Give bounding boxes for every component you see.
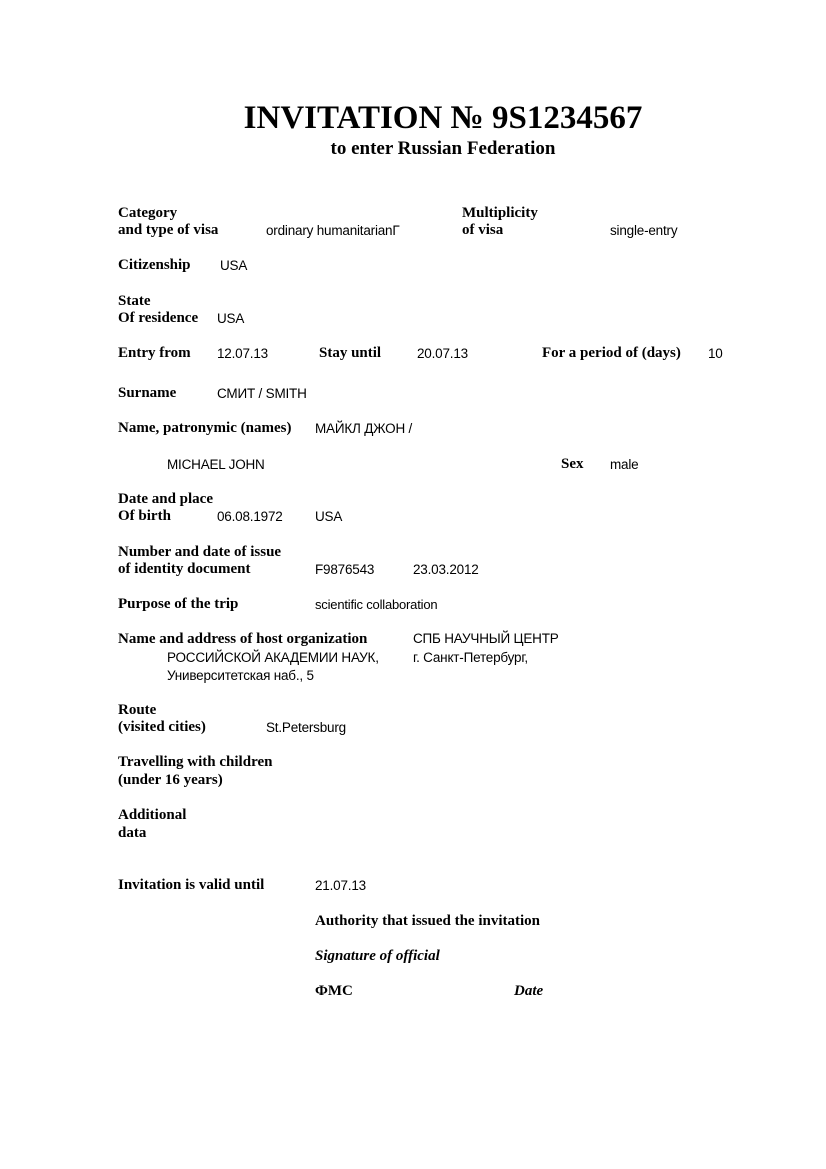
entry-from-value: 12.07.13 bbox=[217, 346, 268, 361]
route-label: Route bbox=[118, 702, 157, 718]
visa-type-value: ordinary humanitarianГ bbox=[266, 223, 400, 238]
signature-label: Signature of official bbox=[315, 948, 440, 964]
category-label: Category bbox=[118, 205, 178, 221]
birth-label: Date and place bbox=[118, 491, 213, 507]
identity-number-value: F9876543 bbox=[315, 562, 375, 577]
date-label: Date bbox=[514, 983, 544, 999]
sex-label: Sex bbox=[561, 456, 584, 472]
host-name-line-1: СПБ НАУЧНЫЙ ЦЕНТР bbox=[413, 631, 559, 646]
host-city: г. Санкт-Петербург, bbox=[413, 650, 528, 665]
children-label-2: (under 16 years) bbox=[118, 772, 223, 788]
route-label-2: (visited cities) bbox=[118, 719, 206, 735]
residence-value: USA bbox=[217, 311, 245, 326]
birth-date-value: 06.08.1972 bbox=[217, 509, 283, 524]
name-value-ru: МАЙКЛ ДЖОН / bbox=[315, 421, 413, 436]
name-value-en: MICHAEL JOHN bbox=[167, 457, 265, 472]
purpose-value: scientific collaboration bbox=[315, 597, 438, 612]
identity-date-value: 23.03.2012 bbox=[413, 562, 479, 577]
residence-label: State bbox=[118, 293, 151, 309]
document-title: INVITATION № 9S1234567 bbox=[243, 100, 643, 136]
birth-place-value: USA bbox=[315, 509, 343, 524]
surname-value: СМИТ / SMITH bbox=[217, 386, 307, 401]
host-address: Университетская наб., 5 bbox=[167, 668, 314, 683]
purpose-label: Purpose of the trip bbox=[118, 596, 239, 612]
multiplicity-value: single-entry bbox=[610, 223, 678, 238]
host-name-line-2: РОССИЙСКОЙ АКАДЕМИИ НАУК, bbox=[167, 650, 379, 665]
citizenship-label: Citizenship bbox=[118, 257, 191, 273]
entry-from-label: Entry from bbox=[118, 345, 191, 361]
host-label: Name and address of host organization bbox=[118, 631, 368, 647]
authority-office: ФМС bbox=[315, 983, 353, 999]
identity-label: Number and date of issue bbox=[118, 544, 282, 560]
validity-label: Invitation is valid until bbox=[118, 877, 265, 893]
additional-label: Additional bbox=[118, 807, 187, 823]
stay-until-value: 20.07.13 bbox=[417, 346, 468, 361]
validity-value: 21.07.13 bbox=[315, 878, 366, 893]
name-label: Name, patronymic (names) bbox=[118, 420, 292, 436]
additional-label-2: data bbox=[118, 825, 147, 841]
multiplicity-label: Multiplicity bbox=[462, 205, 538, 221]
route-value: St.Petersburg bbox=[266, 720, 346, 735]
sex-value: male bbox=[610, 457, 639, 472]
surname-label: Surname bbox=[118, 385, 177, 401]
citizenship-value: USA bbox=[220, 258, 248, 273]
period-value: 10 bbox=[708, 346, 723, 361]
period-label: For a period of (days) bbox=[542, 345, 681, 361]
identity-label-2: of identity document bbox=[118, 561, 251, 577]
multiplicity-label-2: of visa bbox=[462, 222, 504, 238]
birth-label-2: Of birth bbox=[118, 508, 171, 524]
children-label: Travelling with children bbox=[118, 754, 273, 770]
authority-label: Authority that issued the invitation bbox=[315, 913, 541, 929]
document-subtitle: to enter Russian Federation bbox=[330, 138, 556, 159]
stay-until-label: Stay until bbox=[319, 345, 382, 361]
visa-type-label: and type of visa bbox=[118, 222, 219, 238]
residence-label-2: Of residence bbox=[118, 310, 199, 326]
